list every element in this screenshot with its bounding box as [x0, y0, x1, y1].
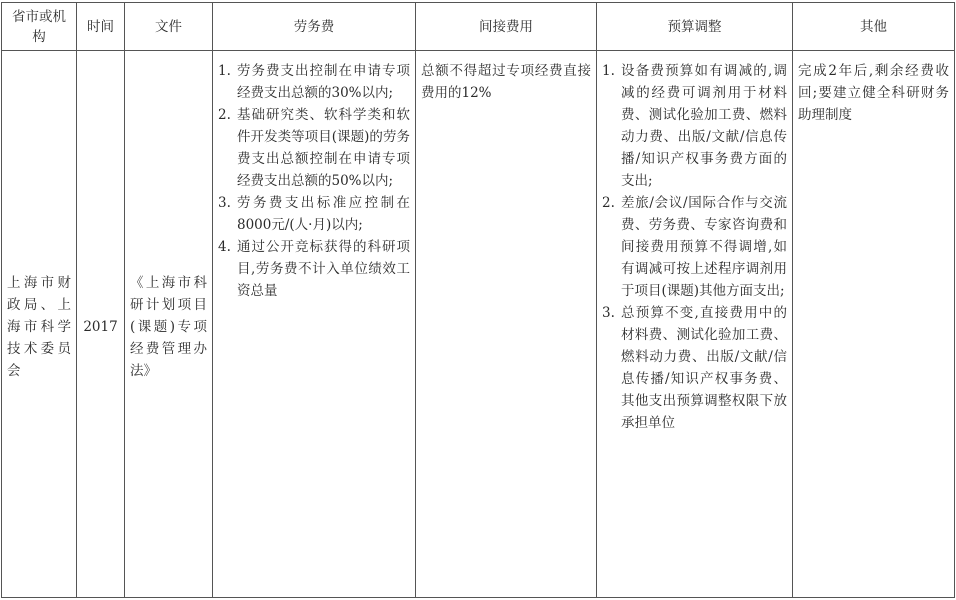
header-labor-fee: 劳务费: [213, 3, 416, 51]
item-text: 劳务费支出控制在申请专项经费支出总额的30%以内;: [237, 63, 410, 101]
item-number: 4.: [218, 239, 231, 255]
item-number: 3.: [602, 305, 615, 321]
list-item: [218, 192, 410, 236]
cell-org: 上海市财政局、上海市科学技术委员会: [2, 51, 77, 598]
header-year: 时间: [77, 3, 125, 51]
budget-adjustment-list: [602, 60, 787, 434]
table-row: [2, 51, 955, 598]
list-item: [602, 302, 787, 434]
item-number: 1.: [602, 63, 615, 79]
labor-fee-list: [218, 60, 410, 302]
header-other: 其他: [793, 3, 955, 51]
header-row: [2, 3, 955, 51]
header-budget-adjustment: 预算调整: [597, 3, 793, 51]
header-document: 文件: [125, 3, 213, 51]
item-text: 差旅/会议/国际合作与交流费、劳务费、专家咨询费和间接费用预算不得调增,如有调减可按上述程序调剂用于项目(课题)其他方面支出;: [621, 195, 787, 299]
item-text: 劳务费支出标准应控制在8000元/(人·月)以内;: [237, 195, 410, 233]
list-item: [218, 104, 410, 192]
item-number: 2.: [602, 195, 615, 211]
item-number: 3.: [218, 195, 231, 211]
list-item: [218, 60, 410, 104]
cell-indirect-cost: 总额不得超过专项经费直接费用的12%: [416, 51, 597, 598]
header-indirect-cost: 间接费用: [416, 3, 597, 51]
list-item: [602, 60, 787, 192]
cell-year: 2017: [77, 51, 125, 598]
cell-other: 完成2年后,剩余经费收回;要建立健全科研财务助理制度: [793, 51, 955, 598]
policy-table: [1, 2, 955, 598]
header-org: 省市或机构: [2, 3, 77, 51]
cell-labor-fee: [213, 51, 416, 598]
item-text: 总预算不变,直接费用中的材料费、测试化验加工费、燃料动力费、出版/文献/信息传播/知识产权事务费、其他支出预算调整权限下放承担单位: [621, 305, 787, 431]
item-text: 基础研究类、软科学类和软件开发类等项目(课题)的劳务费支出总额控制在申请专项经费支出总额的50%以内;: [237, 107, 410, 189]
item-number: 1.: [218, 63, 231, 79]
list-item: [602, 192, 787, 302]
list-item: [218, 236, 410, 302]
item-text: 设备费预算如有调减的,调减的经费可调剂用于材料费、测试化验加工费、燃料动力费、出版/文献/信息传播/知识产权事务费方面的支出;: [621, 63, 787, 189]
cell-budget-adjustment: [597, 51, 793, 598]
item-text: 通过公开竞标获得的科研项目,劳务费不计入单位绩效工资总量: [237, 239, 410, 299]
cell-document: 《上海市科研计划项目(课题)专项经费管理办法》: [125, 51, 213, 598]
item-number: 2.: [218, 107, 231, 123]
